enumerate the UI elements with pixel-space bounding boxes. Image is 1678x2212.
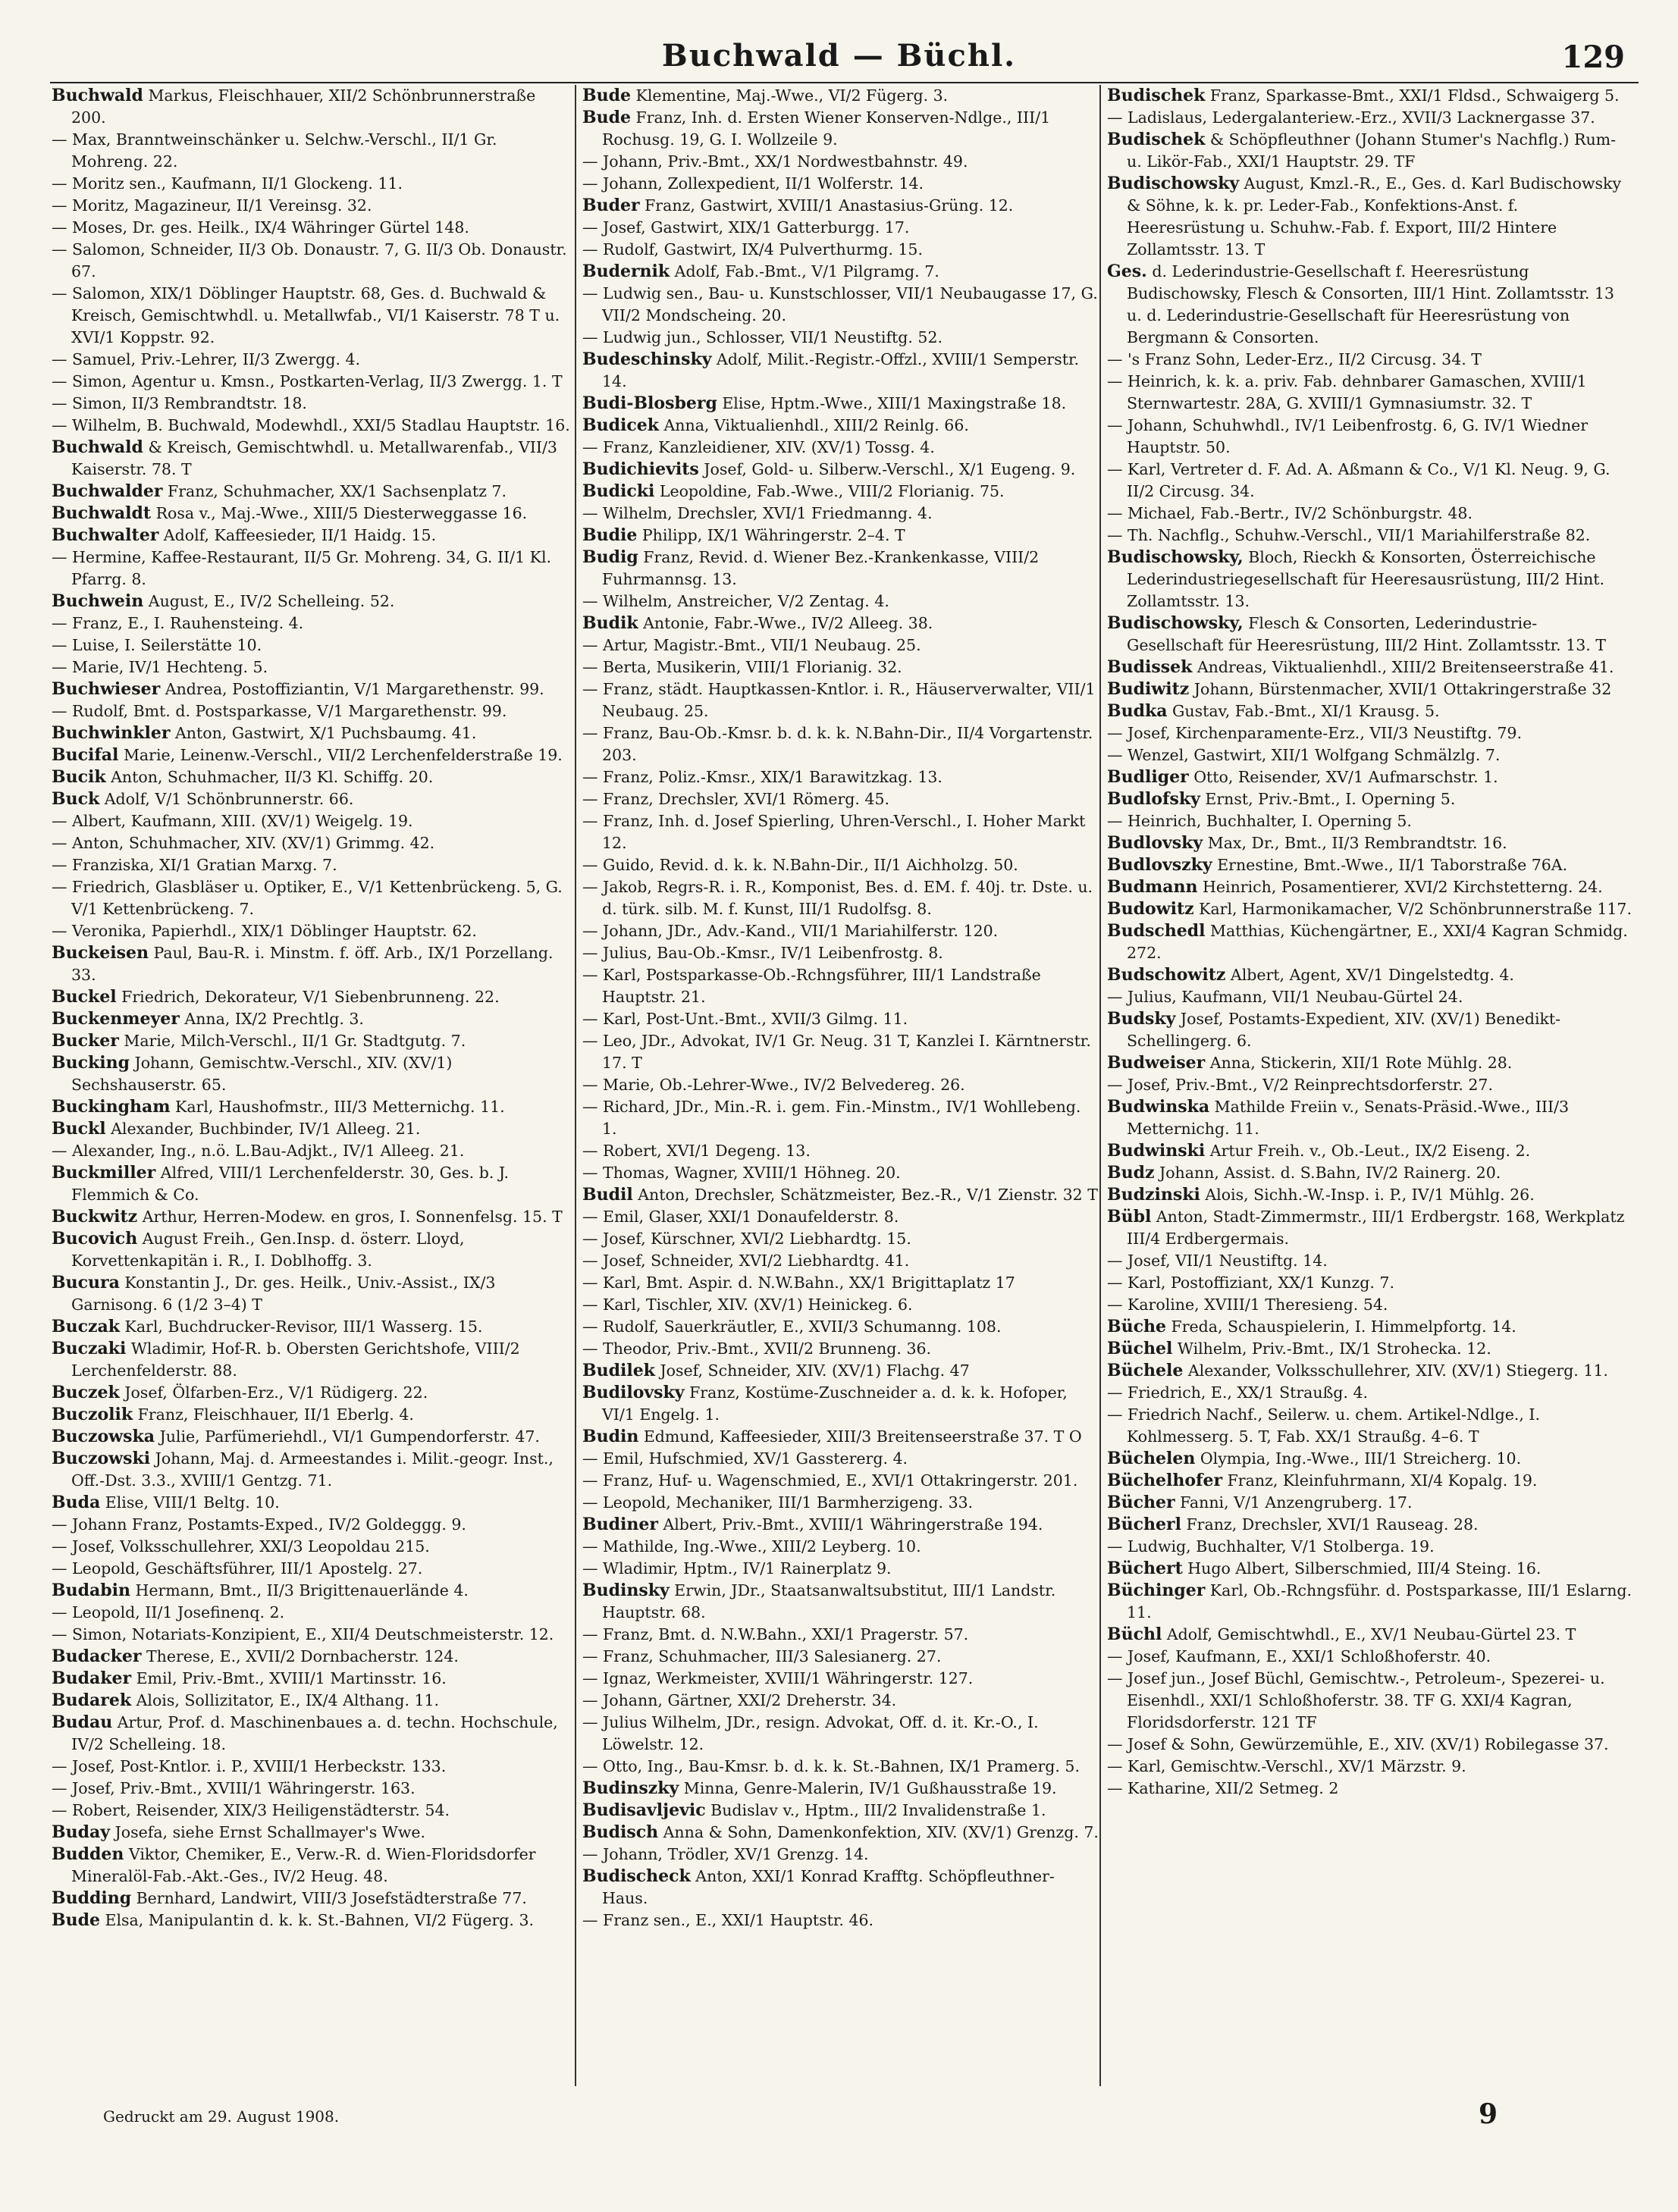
directory-entry: — Ludwig jun., Schlosser, VII/1 Neustiftg. 52. bbox=[582, 328, 943, 346]
directory-entry: — Marie, IV/1 Hechteng. 5. bbox=[52, 658, 268, 676]
directory-entry: Budil Anton, Drechsler, Schätzmeister, Bez.-R., V/1 Zienstr. 32 T bbox=[582, 1185, 1098, 1205]
directory-entry: — Franziska, XI/1 Gratian Marxg. 7. bbox=[52, 856, 337, 874]
directory-entry: Budischek Franz, Sparkasse-Bmt., XXI/1 Fldsd., Schwaigerg 5. bbox=[1107, 86, 1620, 105]
directory-entry: Buchwald Markus, Fleischhauer, XII/2 Schönbrunnerstraße 200. bbox=[52, 86, 536, 127]
directory-entry: Budin Edmund, Kaffeesieder, XIII/3 Breitenseerstraße 37. T O bbox=[582, 1427, 1082, 1446]
directory-entry: — Johann, Trödler, XV/1 Grenzg. 14. bbox=[582, 1845, 869, 1863]
directory-entry: Budarek Alois, Sollizitator, E., IX/4 Althang. 11. bbox=[52, 1690, 440, 1710]
directory-entry: Budacker Therese, E., XVII/2 Dornbacherstr. 124. bbox=[52, 1646, 459, 1666]
directory-entry: Bucovich August Freih., Gen.Insp. d. österr. Lloyd, Korvettenkapitän i. R., I. Doblhoffg. 3. bbox=[52, 1229, 465, 1270]
directory-entry: — Emil, Glaser, XXI/1 Donaufelderstr. 8. bbox=[582, 1208, 899, 1226]
directory-entry: — Wilhelm, Drechsler, XVI/1 Friedmanng. 4. bbox=[582, 504, 933, 522]
directory-entry: — Otto, Ing., Bau-Kmsr. b. d. k. k. St.-Bahnen, IX/1 Pramerg. 5. bbox=[582, 1757, 1080, 1775]
directory-entry: — Guido, Revid. d. k. k. N.Bahn-Dir., II/1 Aichholzg. 50. bbox=[582, 856, 1018, 874]
directory-entry: — Emil, Hufschmied, XV/1 Gasstererg. 4. bbox=[582, 1449, 908, 1468]
directory-entry: — Josef, Kürschner, XVI/2 Liebhardtg. 15. bbox=[582, 1230, 911, 1248]
directory-entry: — Franz, Poliz.-Kmsr., XIX/1 Barawitzkag. 13. bbox=[582, 768, 943, 786]
sheet-signature: 9 bbox=[1479, 2098, 1498, 2130]
column-3 bbox=[1099, 85, 1633, 2086]
directory-entry: Buckwitz Arthur, Herren-Modew. en gros, I. Sonnenfelsg. 15. T bbox=[52, 1207, 563, 1227]
directory-entry: Budka Gustav, Fab.-Bmt., XI/1 Krausg. 5. bbox=[1107, 701, 1440, 721]
directory-entry: — Josef, Priv.-Bmt., XVIII/1 Währingerstr. 163. bbox=[52, 1779, 416, 1797]
directory-entry: — Karl, Vertreter d. F. Ad. A. Aßmann & Co., V/1 Kl. Neug. 9, G. II/2 Circusg. 34. bbox=[1107, 460, 1611, 500]
directory-entry: Ges. d. Lederindustrie-Gesellschaft f. Heeresrüstung Budischowsky, Flesch & Consorten, III/1 Hint. Zollamtsstr. 13 u. d. Lederindustrie-Gesellschaft für Heeresrüstung von Bergmann & Consorten. bbox=[1107, 262, 1614, 346]
directory-entry: Buchwieser Andrea, Postoffiziantin, V/1 Margarethenstr. 99. bbox=[52, 679, 544, 699]
directory-entry: — Th. Nachflg., Schuhw.-Verschl., VII/1 Mariahilferstraße 82. bbox=[1107, 526, 1591, 544]
directory-entry: — Alexander, Ing., n.ö. L.Bau-Adjkt., IV/1 Alleeg. 21. bbox=[52, 1142, 465, 1160]
directory-entry: Budzinski Alois, Sichh.-W.-Insp. i. P., IV/1 Mühlg. 26. bbox=[1107, 1185, 1535, 1205]
directory-entry: — Ignaz, Werkmeister, XVIII/1 Währingerstr. 127. bbox=[582, 1669, 974, 1687]
directory-entry: Bucking Johann, Gemischtw.-Verschl., XIV. (XV/1) Sechshauserstr. 65. bbox=[52, 1053, 453, 1094]
directory-entry: — Ludwig, Buchhalter, V/1 Stolberga. 19. bbox=[1107, 1537, 1435, 1556]
directory-entry: Budlofsky Ernst, Priv.-Bmt., I. Operning 5. bbox=[1107, 789, 1456, 809]
directory-entry: — Rudolf, Sauerkräutler, E., XVII/3 Schumanng. 108. bbox=[582, 1317, 1002, 1336]
directory-entry: Buder Franz, Gastwirt, XVIII/1 Anastasius-Grüng. 12. bbox=[582, 196, 1014, 215]
directory-entry: — Heinrich, Buchhalter, I. Operning 5. bbox=[1107, 812, 1412, 830]
directory-entry: — Franz, Huf- u. Wagenschmied, E., XVI/1 Ottakringerstr. 201. bbox=[582, 1471, 1078, 1490]
directory-entry: Budweiser Anna, Stickerin, XII/1 Rote Mühlg. 28. bbox=[1107, 1053, 1513, 1073]
directory-entry: — Moses, Dr. ges. Heilk., IX/4 Währinger Gürtel 148. bbox=[52, 218, 469, 237]
directory-entry: — Julius, Kaufmann, VII/1 Neubau-Gürtel 24. bbox=[1107, 988, 1463, 1006]
directory-entry: — Karl, Bmt. Aspir. d. N.W.Bahn., XX/1 Brigittaplatz 17 bbox=[582, 1274, 1015, 1292]
directory-entry: Buczak Karl, Buchdrucker-Revisor, III/1 Wasserg. 15. bbox=[52, 1317, 483, 1336]
directory-entry: — Karl, Postsparkasse-Ob.-Rchngsführer, III/1 Landstraße Hauptstr. 21. bbox=[582, 966, 1041, 1006]
directory-entry: Buckmiller Alfred, VIII/1 Lerchenfelderstr. 30, Ges. b. J. Flemmich & Co. bbox=[52, 1163, 509, 1204]
directory-entry: — Mathilde, Ing.-Wwe., XIII/2 Leyberg. 10. bbox=[582, 1537, 921, 1556]
directory-entry: — Franz, Kanzleidiener, XIV. (XV/1) Tossg. 4. bbox=[582, 438, 935, 456]
directory-entry: Budlovszky Ernestine, Bmt.-Wwe., II/1 Taborstraße 76A. bbox=[1107, 855, 1568, 875]
directory-entry: Budinsky Erwin, JDr., Staatsanwaltsubstitut, III/1 Landstr. Hauptstr. 68. bbox=[582, 1581, 1056, 1621]
directory-entry: — Karl, Tischler, XIV. (XV/1) Heinickeg. 6. bbox=[582, 1296, 913, 1314]
directory-entry: Budabin Hermann, Bmt., II/3 Brigittenauerlände 4. bbox=[52, 1581, 469, 1600]
directory-entry: — Ludwig sen., Bau- u. Kunstschlosser, VII/1 Neubaugasse 17, G. VII/2 Mondscheing. 20. bbox=[582, 284, 1098, 324]
directory-entry: — Johann, Zollexpedient, II/1 Wolferstr. 14. bbox=[582, 174, 924, 193]
directory-entry: — 's Franz Sohn, Leder-Erz., II/2 Circusg. 34. T bbox=[1107, 350, 1482, 368]
directory-entry: Buchwein August, E., IV/2 Schelleing. 52. bbox=[52, 591, 395, 611]
directory-entry: — Friedrich, E., XX/1 Straußg. 4. bbox=[1107, 1383, 1369, 1402]
directory-entry: Budinszky Minna, Genre-Malerin, IV/1 Gußhausstraße 19. bbox=[582, 1778, 1057, 1798]
directory-entry: — Karoline, XVIII/1 Theresieng. 54. bbox=[1107, 1296, 1388, 1314]
directory-entry: Budischowsky, Flesch & Consorten, Lederindustrie-Gesellschaft für Heeresrüstung, III/2 Hint. Zollamtsstr. 13. T bbox=[1107, 613, 1606, 654]
directory-entry: Budichievits Josef, Gold- u. Silberw.-Verschl., X/1 Eugeng. 9. bbox=[582, 459, 1076, 479]
directory-entry: — Wladimir, Hptm., IV/1 Rainerplatz 9. bbox=[582, 1559, 892, 1578]
directory-entry: — Theodor, Priv.-Bmt., XVII/2 Brunneng. 36. bbox=[582, 1339, 932, 1358]
directory-entry: Budilek Josef, Schneider, XIV. (XV/1) Flachg. 47 bbox=[582, 1361, 970, 1380]
directory-entry: — Simon, Agentur u. Kmsn., Postkarten-Verlag, II/3 Zwergg. 1. T bbox=[52, 372, 563, 390]
directory-entry: Bucifal Marie, Leinenw.-Verschl., VII/2 Lerchenfelderstraße 19. bbox=[52, 745, 563, 765]
directory-entry: — Franz sen., E., XXI/1 Hauptstr. 46. bbox=[582, 1911, 874, 1929]
directory-entry: — Anton, Schuhmacher, XIV. (XV/1) Grimmg. 42. bbox=[52, 834, 435, 852]
directory-entry: Buda Elise, VIII/1 Beltg. 10. bbox=[52, 1493, 280, 1512]
directory-entry: Budwinski Artur Freih. v., Ob.-Leut., IX/2 Eiseng. 2. bbox=[1107, 1141, 1531, 1161]
directory-entry: — Simon, II/3 Rembrandtstr. 18. bbox=[52, 394, 307, 412]
directory-entry: — Josef, Volksschullehrer, XXI/3 Leopoldau 215. bbox=[52, 1537, 430, 1556]
directory-entry: — Samuel, Priv.-Lehrer, II/3 Zwergg. 4. bbox=[52, 350, 361, 368]
directory-entry: — Josef, Priv.-Bmt., V/2 Reinprechtsdorferstr. 27. bbox=[1107, 1076, 1493, 1094]
directory-entry: — Leo, JDr., Advokat, IV/1 Gr. Neug. 31 T, Kanzlei I. Kärntnerstr. 17. T bbox=[582, 1032, 1091, 1072]
directory-entry: Budisch Anna & Sohn, Damenkonfektion, XIV. (XV/1) Grenzg. 7. bbox=[582, 1822, 1099, 1842]
directory-entry: — Leopold, Geschäftsführer, III/1 Apostelg. 27. bbox=[52, 1559, 423, 1578]
directory-entry: — Max, Branntweinschänker u. Selchw.-Verschl., II/1 Gr. Mohreng. 22. bbox=[52, 130, 497, 171]
directory-entry: Büche Freda, Schauspielerin, I. Himmelpfortg. 14. bbox=[1107, 1317, 1516, 1336]
directory-entry: — Wenzel, Gastwirt, XII/1 Wolfgang Schmälzlg. 7. bbox=[1107, 746, 1501, 764]
directory-entry: Buchwinkler Anton, Gastwirt, X/1 Puchsbaumg. 41. bbox=[52, 723, 477, 743]
directory-entry: — Artur, Magistr.-Bmt., VII/1 Neubaug. 25. bbox=[582, 636, 921, 654]
directory-entry: — Karl, Postoffiziant, XX/1 Kunzg. 7. bbox=[1107, 1274, 1394, 1292]
directory-entry: Bücherl Franz, Drechsler, XVI/1 Rauseag. 28. bbox=[1107, 1515, 1479, 1534]
page-number: 129 bbox=[1561, 39, 1625, 75]
directory-entry: Budau Artur, Prof. d. Maschinenbaues a. d. techn. Hochschule, IV/2 Schelleing. 18. bbox=[52, 1712, 558, 1753]
directory-entry: Budiner Albert, Priv.-Bmt., XVIII/1 Währingerstraße 194. bbox=[582, 1515, 1043, 1534]
directory-entry: Buchwalter Adolf, Kaffeesieder, II/1 Haidg. 15. bbox=[52, 525, 437, 545]
directory-entry: — Jakob, Regrs-R. i. R., Komponist, Bes. d. EM. f. 40j. tr. Dste. u. d. türk. silb. M. f. Kunst, III/1 Rudolfsg. 8. bbox=[582, 878, 1093, 918]
directory-entry: — Moritz, Magazineur, II/1 Vereinsg. 32. bbox=[52, 196, 372, 215]
directory-entry: Bucik Anton, Schuhmacher, II/3 Kl. Schiffg. 20. bbox=[52, 767, 434, 787]
directory-entry: Büchele Alexander, Volksschullehrer, XIV. (XV/1) Stiegerg. 11. bbox=[1107, 1361, 1608, 1380]
directory-entry: Budig Franz, Revid. d. Wiener Bez.-Krankenkasse, VIII/2 Fuhrmannsg. 13. bbox=[582, 547, 1040, 588]
directory-entry: Budisavljevic Budislav v., Hptm., III/2 Invalidenstraße 1. bbox=[582, 1800, 1046, 1820]
directory-entry: Buczek Josef, Ölfarben-Erz., V/1 Rüdigerg. 22. bbox=[52, 1383, 428, 1402]
directory-entry: — Albert, Kaufmann, XIII. (XV/1) Weigelg. 19. bbox=[52, 812, 413, 830]
directory-entry: Budi-Blosberg Elise, Hptm.-Wwe., XIII/1 Maxingstraße 18. bbox=[582, 393, 1067, 413]
directory-entry: Bude Elsa, Manipulantin d. k. k. St.-Bahnen, VI/2 Fügerg. 3. bbox=[52, 1910, 535, 1930]
directory-entry: — Veronika, Papierhdl., XIX/1 Döblinger Hauptstr. 62. bbox=[52, 922, 477, 940]
directory-entry: Budicki Leopoldine, Fab.-Wwe., VIII/2 Florianig. 75. bbox=[582, 481, 1005, 501]
directory-entry: — Josef & Sohn, Gewürzemühle, E., XIV. (XV/1) Robilegasse 37. bbox=[1107, 1735, 1609, 1753]
directory-entry: — Franz, Bau-Ob.-Kmsr. b. d. k. k. N.Bahn-Dir., II/4 Vorgartenstr. 203. bbox=[582, 724, 1093, 764]
directory-entry: — Franz, Inh. d. Josef Spierling, Uhren-Verschl., I. Hoher Markt 12. bbox=[582, 812, 1086, 852]
directory-entry: Budden Viktor, Chemiker, E., Verw.-R. d. Wien-Floridsdorfer Mineralöl-Fab.-Akt.-Ges., IV/2 Heug. 48. bbox=[52, 1844, 536, 1885]
directory-entry: — Friedrich, Glasbläser u. Optiker, E., V/1 Kettenbrückeng. 5, G. V/1 Kettenbrückeng. 7. bbox=[52, 878, 563, 918]
directory-entry: Budischowsky August, Kmzl.-R., E., Ges. d. Karl Budischowsky & Söhne, k. k. pr. Leder-Fab., Konfektions-Anst. f. Heeresrüstung u. Schuhw.-Fab. f. Export, III/2 Hintere Zollamtsstr. 13. T bbox=[1107, 174, 1622, 258]
directory-entry: Büchl Adolf, Gemischtwhdl., E., XV/1 Neubau-Gürtel 23. T bbox=[1107, 1625, 1576, 1644]
directory-entry: Budmann Heinrich, Posamentierer, XVI/2 Kirchstetterng. 24. bbox=[1107, 877, 1603, 897]
directory-entry: — Katharine, XII/2 Setmeg. 2 bbox=[1107, 1779, 1339, 1797]
directory-entry: Budicek Anna, Viktualienhdl., XIII/2 Reinlg. 66. bbox=[582, 415, 969, 435]
directory-entry: Buchwalder Franz, Schuhmacher, XX/1 Sachsenplatz 7. bbox=[52, 481, 507, 501]
directory-entry: — Rudolf, Bmt. d. Postsparkasse, V/1 Margarethenstr. 99. bbox=[52, 702, 507, 720]
directory-entry: Bücher Fanni, V/1 Anzengruberg. 17. bbox=[1107, 1493, 1413, 1512]
directory-entry: Büchelhofer Franz, Kleinfuhrmann, XI/4 Kopalg. 19. bbox=[1107, 1471, 1538, 1490]
directory-entry: Budschedl Matthias, Küchengärtner, E., XXI/4 Kagran Schmidg. 272. bbox=[1107, 921, 1628, 962]
directory-entry: — Moritz sen., Kaufmann, II/1 Glockeng. 11. bbox=[52, 174, 403, 193]
directory-entry: Buday Josefa, siehe Ernst Schallmayer's Wwe. bbox=[52, 1822, 426, 1842]
directory-entry: Bucker Marie, Milch-Verschl., II/1 Gr. Stadtgutg. 7. bbox=[52, 1031, 466, 1051]
directory-entry: — Wilhelm, Anstreicher, V/2 Zentag. 4. bbox=[582, 592, 889, 610]
directory-entry: — Friedrich Nachf., Seilerw. u. chem. Artikel-Ndlge., I. Kohlmesserg. 5. T, Fab. XX/1 Straußg. 4–6. T bbox=[1107, 1405, 1541, 1446]
directory-entry: — Franz, Schuhmacher, III/3 Salesianerg. 27. bbox=[582, 1647, 942, 1665]
column-2 bbox=[575, 85, 1099, 2086]
directory-entry: Budischeck Anton, XXI/1 Konrad Krafftg. Schöpfleuthner-Haus. bbox=[582, 1866, 1055, 1907]
directory-entry: Budding Bernhard, Landwirt, VIII/3 Josefstädterstraße 77. bbox=[52, 1888, 527, 1908]
directory-entry: — Robert, Reisender, XIX/3 Heiligenstädterstr. 54. bbox=[52, 1801, 450, 1819]
directory-entry: Büchel Wilhelm, Priv.-Bmt., IX/1 Strohecka. 12. bbox=[1107, 1339, 1491, 1358]
directory-entry: — Johann, Schuhwhdl., IV/1 Leibenfrostg. 6, G. IV/1 Wiedner Hauptstr. 50. bbox=[1107, 416, 1589, 456]
directory-entry: — Johann, Gärtner, XXI/2 Dreherstr. 34. bbox=[582, 1691, 897, 1709]
directory-entry: — Franz, städt. Hauptkassen-Kntlor. i. R., Häuserverwalter, VII/1 Neubaug. 25. bbox=[582, 680, 1096, 720]
directory-entry: — Salomon, Schneider, II/3 Ob. Donaustr. 7, G. II/3 Ob. Donaustr. 67. bbox=[52, 240, 567, 280]
directory-entry: — Karl, Post-Unt.-Bmt., XVII/3 Gilmg. 11. bbox=[582, 1010, 908, 1028]
directory-entry: — Karl, Gemischtw.-Verschl., XV/1 Märzstr. 9. bbox=[1107, 1757, 1466, 1775]
directory-entry: — Josef, Kirchenparamente-Erz., VII/3 Neustiftg. 79. bbox=[1107, 724, 1522, 742]
directory-entry: — Josef, Kaufmann, E., XXI/1 Schloßhoferstr. 40. bbox=[1107, 1647, 1491, 1665]
directory-entry: Buckl Alexander, Buchbinder, IV/1 Alleeg. 21. bbox=[52, 1119, 421, 1139]
directory-entry: Buchwaldt Rosa v., Maj.-Wwe., XIII/5 Diesterweggasse 16. bbox=[52, 503, 528, 523]
directory-entry: — Johann Franz, Postamts-Exped., IV/2 Goldeggg. 9. bbox=[52, 1515, 466, 1534]
directory-entry: — Leopold, Mechaniker, III/1 Barmherzigeng. 33. bbox=[582, 1493, 974, 1512]
directory-entry: — Luise, I. Seilerstätte 10. bbox=[52, 636, 262, 654]
directory-entry: Buck Adolf, V/1 Schönbrunnerstr. 66. bbox=[52, 789, 354, 809]
directory-entry: — Simon, Notariats-Konzipient, E., XII/4 Deutschmeisterstr. 12. bbox=[52, 1625, 554, 1643]
directory-entry: — Franz, E., I. Rauhensteing. 4. bbox=[52, 614, 304, 632]
directory-entry: Buczowska Julie, Parfümeriehdl., VI/1 Gumpendorferstr. 47. bbox=[52, 1427, 540, 1446]
directory-entry: — Heinrich, k. k. a. priv. Fab. dehnbarer Gamaschen, XVIII/1 Sternwartestr. 28A, G. XVIII/1 Gymnasiumstr. 32. T bbox=[1107, 372, 1587, 412]
directory-entry: — Josef, Schneider, XVI/2 Liebhardtg. 41. bbox=[582, 1252, 910, 1270]
directory-entry: — Josef, Post-Kntlor. i. P., XVIII/1 Herbeckstr. 133. bbox=[52, 1757, 447, 1775]
directory-entry: Budilovsky Franz, Kostüme-Zuschneider a. d. k. k. Hofoper, VI/1 Engelg. 1. bbox=[582, 1383, 1068, 1424]
directory-entry: Buczowski Johann, Maj. d. Armeestandes i. Milit.-geogr. Inst., Off.-Dst. 3.3., XVIII/1 Gentzg. 71. bbox=[52, 1449, 554, 1490]
directory-entry: — Franz, Drechsler, XVI/1 Römerg. 45. bbox=[582, 790, 890, 808]
header-rule bbox=[50, 82, 1639, 83]
directory-entry: — Johann, JDr., Adv.-Kand., VII/1 Mariahilferstr. 120. bbox=[582, 922, 999, 940]
directory-entry: — Josef jun., Josef Büchl, Gemischtw.-, Petroleum-, Spezerei- u. Eisenhdl., XXI/1 Schloßhoferstr. 38. TF G. XXI/4 Kagran, Floridsdorferstr. 121 TF bbox=[1107, 1669, 1605, 1731]
directory-entry: — Thomas, Wagner, XVIII/1 Höhneg. 20. bbox=[582, 1164, 901, 1182]
directory-entry: Budschowitz Albert, Agent, XV/1 Dingelstedtg. 4. bbox=[1107, 965, 1514, 985]
directory-entry: Budischowsky, Bloch, Rieckh & Konsorten, Österreichische Lederindustriegesellschaft für Heeresausrüstung, III/2 Hint. Zollamtsstr. 13. bbox=[1107, 547, 1605, 610]
directory-entry: — Wilhelm, B. Buchwald, Modewhdl., XXI/5 Stadlau Hauptstr. 16. bbox=[52, 416, 570, 434]
directory-entry: — Josef, Gastwirt, XIX/1 Gatterburgg. 17. bbox=[582, 218, 910, 237]
directory-entry: Buczaki Wladimir, Hof-R. b. Obersten Gerichtshofe, VIII/2 Lerchenfelderstr. 88. bbox=[52, 1339, 520, 1380]
directory-entry: — Rudolf, Gastwirt, IX/4 Pulverthurmg. 15. bbox=[582, 240, 923, 258]
directory-entry: — Josef, VII/1 Neustiftg. 14. bbox=[1107, 1252, 1328, 1270]
directory-entry: — Hermine, Kaffee-Restaurant, II/5 Gr. Mohreng. 34, G. II/1 Kl. Pfarrg. 8. bbox=[52, 548, 552, 588]
directory-entry: Buczolik Franz, Fleischhauer, II/1 Eberlg. 4. bbox=[52, 1405, 414, 1424]
directory-entry: Büchelen Olympia, Ing.-Wwe., III/1 Streicherg. 10. bbox=[1107, 1449, 1522, 1468]
directory-entry: — Julius Wilhelm, JDr., resign. Advokat, Off. d. it. Kr.-O., I. Löwelstr. 12. bbox=[582, 1713, 1039, 1753]
directory-entry: — Ladislaus, Ledergalanteriew.-Erz., XVII/3 Lacknergasse 37. bbox=[1107, 108, 1595, 127]
directory-entry: — Robert, XVI/1 Degeng. 13. bbox=[582, 1142, 811, 1160]
directory-entry: Budik Antonie, Fabr.-Wwe., IV/2 Alleeg. 38. bbox=[582, 613, 933, 633]
directory-entry: Buckingham Karl, Haushofmstr., III/3 Metternichg. 11. bbox=[52, 1097, 505, 1117]
directory-entry: Budiwitz Johann, Bürstenmacher, XVII/1 Ottakringerstraße 32 bbox=[1107, 679, 1612, 699]
directory-entry: — Salomon, XIX/1 Döblinger Hauptstr. 68, Ges. d. Buchwald & Kreisch, Gemischtwhdl. u. Metallwfab., VI/1 Kaiserstr. 78 T u. XVI/1 Koppstr. 92. bbox=[52, 284, 560, 346]
directory-entry: Budwinska Mathilde Freiin v., Senats-Präsid.-Wwe., III/3 Metternichg. 11. bbox=[1107, 1097, 1570, 1138]
directory-entry: Budie Philipp, IX/1 Währingerstr. 2–4. T bbox=[582, 525, 905, 545]
directory-entry: Buckel Friedrich, Dekorateur, V/1 Siebenbrunneng. 22. bbox=[52, 987, 500, 1007]
directory-entry: — Marie, Ob.-Lehrer-Wwe., IV/2 Belvedereg. 26. bbox=[582, 1076, 965, 1094]
directory-entry: Budissek Andreas, Viktualienhdl., XIII/2 Breitenseerstraße 41. bbox=[1107, 657, 1614, 677]
directory-entry: — Richard, JDr., Min.-R. i. gem. Fin.-Minstm., IV/1 Wohllebeng. 1. bbox=[582, 1098, 1081, 1138]
directory-entry: Bude Klementine, Maj.-Wwe., VI/2 Fügerg. 3. bbox=[582, 86, 949, 105]
directory-entry: — Franz, Bmt. d. N.W.Bahn., XXI/1 Pragerstr. 57. bbox=[582, 1625, 969, 1643]
directory-entry: Büchinger Karl, Ob.-Rchngsführ. d. Postsparkasse, III/1 Eslarng. 11. bbox=[1107, 1581, 1633, 1621]
page-header-title: Buchwald — Büchl. bbox=[661, 38, 1017, 74]
directory-entry: Budsky Josef, Postamts-Expedient, XIV. (XV/1) Benedikt-Schellingerg. 6. bbox=[1107, 1009, 1561, 1050]
directory-entry: — Johann, Priv.-Bmt., XX/1 Nordwestbahnstr. 49. bbox=[582, 152, 968, 171]
print-date: Gedruckt am 29. August 1908. bbox=[103, 2107, 340, 2126]
directory-entry: Budlovsky Max, Dr., Bmt., II/3 Rembrandtstr. 16. bbox=[1107, 833, 1507, 853]
directory-entry: Buchwald & Kreisch, Gemischtwhdl. u. Metallwarenfab., VII/3 Kaiserstr. 78. T bbox=[52, 437, 557, 478]
directory-entry: — Julius, Bau-Ob.-Kmsr., IV/1 Leibenfrostg. 8. bbox=[582, 944, 943, 962]
directory-entry: Bude Franz, Inh. d. Ersten Wiener Konserven-Ndlge., III/1 Rochusg. 19, G. I. Wollzeile 9. bbox=[582, 108, 1051, 149]
column-1 bbox=[52, 85, 575, 2086]
directory-entry: Budaker Emil, Priv.-Bmt., XVIII/1 Martinsstr. 16. bbox=[52, 1668, 447, 1688]
directory-entry: — Leopold, II/1 Josefinenq. 2. bbox=[52, 1603, 285, 1621]
directory-entry: Budliger Otto, Reisender, XV/1 Aufmarschstr. 1. bbox=[1107, 767, 1498, 787]
directory-entry: — Berta, Musikerin, VIII/1 Florianig. 32. bbox=[582, 658, 902, 676]
directory-entry: Budz Johann, Assist. d. S.Bahn, IV/2 Rainerg. 20. bbox=[1107, 1163, 1501, 1183]
directory-entry: Bübl Anton, Stadt-Zimmermstr., III/1 Erdbergstr. 168, Werkplatz III/4 Erdbergermais. bbox=[1107, 1207, 1625, 1248]
directory-entry: Budeschinsky Adolf, Milit.-Registr.-Offzl., XVIII/1 Semperstr. 14. bbox=[582, 349, 1080, 390]
directory-entry: Budischek & Schöpfleuthner (Johann Stumer's Nachflg.) Rum- u. Likör-Fab., XXI/1 Hauptstr. 29. TF bbox=[1107, 130, 1617, 171]
directory-entry: Buckeisen Paul, Bau-R. i. Minstm. f. öff. Arb., IX/1 Porzellang. 33. bbox=[52, 943, 554, 984]
directory-entry: — Michael, Fab.-Bertr., IV/2 Schönburgstr. 48. bbox=[1107, 504, 1473, 522]
directory-entry: Budernik Adolf, Fab.-Bmt., V/1 Pilgramg. 7. bbox=[582, 262, 939, 281]
directory-entry: Bucura Konstantin J., Dr. ges. Heilk., Univ.-Assist., IX/3 Garnisong. 6 (1/2 3–4) T bbox=[52, 1273, 496, 1314]
directory-entry: Budowitz Karl, Harmonikamacher, V/2 Schönbrunnerstraße 117. bbox=[1107, 899, 1632, 919]
directory-entry: Buckenmeyer Anna, IX/2 Prechtlg. 3. bbox=[52, 1009, 364, 1029]
directory-entry: Büchert Hugo Albert, Silberschmied, III/4 Steing. 16. bbox=[1107, 1559, 1542, 1578]
